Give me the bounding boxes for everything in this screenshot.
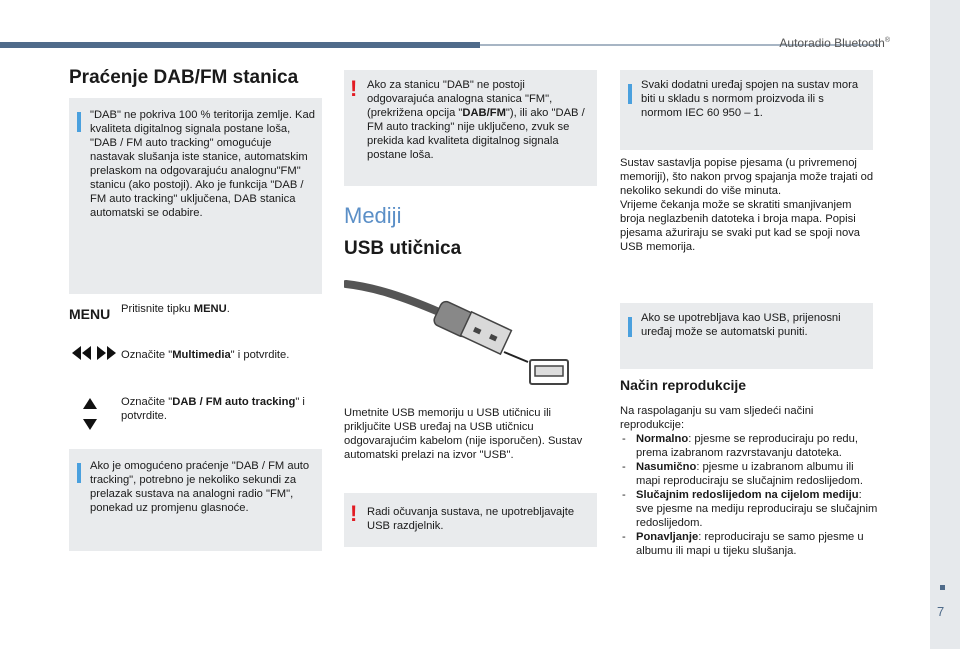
warning-text: Radi očuvanja sustava, ne upotrebljavajte USB razdjelnik.	[367, 506, 575, 532]
left-right-arrows-icon	[72, 345, 116, 364]
step-menu: Pritisnite tipku MENU.	[121, 303, 230, 315]
playback-intro: Na raspolaganju su vam sljedeći načini reprodukcije:	[620, 405, 814, 431]
warning-icon: !	[350, 76, 358, 101]
usb-instructions: Umetnite USB memoriju u USB utičnicu ili priključite USB uređaj na USB utičnicu odgovarajućim kabelom (nije isporučen). Sustav automatski prelazi na izvor "USB".	[344, 407, 583, 461]
page-number: 7	[937, 604, 945, 619]
warning-text: Ako za stanicu "DAB" ne postoji odgovarajuća analogna stanica "FM", (prekrižena opcija "DAB/FM"), ili ako "DAB / FM auto tracking" nije uključeno, zvuk se prekida kad kvaliteta digitalnog signala postane loša.	[367, 79, 585, 161]
mode-item: - Slučajnim redoslijedom na cijelom mediju: sve pjesme na mediju reproduciraju se slučajnim redoslijedom.	[620, 488, 878, 530]
mode-item: - Ponavljanje: reproduciraju se samo pjesme u albumu ili mapi u tijeku slušanja.	[620, 530, 878, 558]
mode-list	[620, 432, 878, 558]
warning-box	[344, 70, 597, 186]
menu-button-icon: MENU	[69, 306, 111, 322]
playlist-paragraph: Vrijeme čekanja može se skratiti smanjivanjem broja neglazbenih datoteka i broja mapa. Popisi pjesama ažuriraju se svaki put kad se spoji nova USB memorija.	[620, 199, 861, 253]
info-box	[620, 303, 873, 369]
page-title: Praćenje DAB/FM stanica	[69, 67, 299, 88]
warning-box	[344, 493, 597, 547]
info-text: Ako se upotrebljava kao USB, prijenosni uređaj može se automatski puniti.	[641, 312, 841, 338]
section-title: Mediji	[344, 203, 402, 228]
header-bar	[0, 42, 480, 48]
info-box	[620, 70, 873, 150]
header-title: Autoradio Bluetooth®	[779, 36, 890, 50]
playback-heading: Način reprodukcije	[620, 377, 747, 393]
info-marker-icon	[628, 317, 632, 337]
mode-item: - Nasumično: pjesme u izabranom albumu ili mapi reproduciraju se slučajnim redoslijedom.	[620, 460, 878, 488]
up-down-arrows-icon	[83, 398, 97, 433]
page-side-strip	[930, 0, 960, 649]
info-marker-icon	[628, 84, 632, 104]
continue-marker	[940, 585, 945, 590]
info-text: Ako je omogućeno praćenje "DAB / FM auto tracking", potrebno je nekoliko sekundi za prelazak sustava na analogni radio "FM", ponekad uz promjenu glasnoće.	[90, 460, 310, 514]
playlist-paragraph: Sustav sastavlja popise pjesama (u privremenoj memoriji), što nakon prvog spajanja može trajati od nekoliko sekundi do više minuta.	[620, 157, 874, 197]
info-box	[69, 449, 322, 551]
mode-item: - Normalno: pjesme se reproduciraju po redu, prema izabranom razvrstavanju datoteka.	[620, 432, 878, 460]
info-marker-icon	[77, 112, 81, 132]
step-dab-fm: Označite "DAB / FM auto tracking" i potvrdite.	[121, 396, 305, 422]
playback-modes	[620, 404, 878, 558]
warning-icon: !	[350, 501, 358, 526]
info-text: "DAB" ne pokriva 100 % teritorija zemlje. Kad kvaliteta digitalnog signala postane loša, "DAB / FM auto tracking" omogućuje nastavak slušanja iste stanice, automatskim prelaskom na odgovarajuću analognu"FM" stanicu (ako postoji). Ako je funkcija "DAB / FM auto tracking" uključena, DAB stanica automatski se odabire.	[90, 109, 315, 219]
playlist-text	[620, 156, 875, 254]
info-text: Svaki dodatni uređaj spojen na sustav mora biti u skladu s normom proizvoda ili s normom IEC 60 950 – 1.	[641, 79, 859, 119]
usb-heading: USB utičnica	[344, 238, 462, 259]
usb-plug-illustration	[344, 272, 574, 392]
info-marker-icon	[77, 463, 81, 483]
step-multimedia: Označite "Multimedia" i potvrdite.	[121, 349, 290, 361]
info-box	[69, 98, 322, 294]
